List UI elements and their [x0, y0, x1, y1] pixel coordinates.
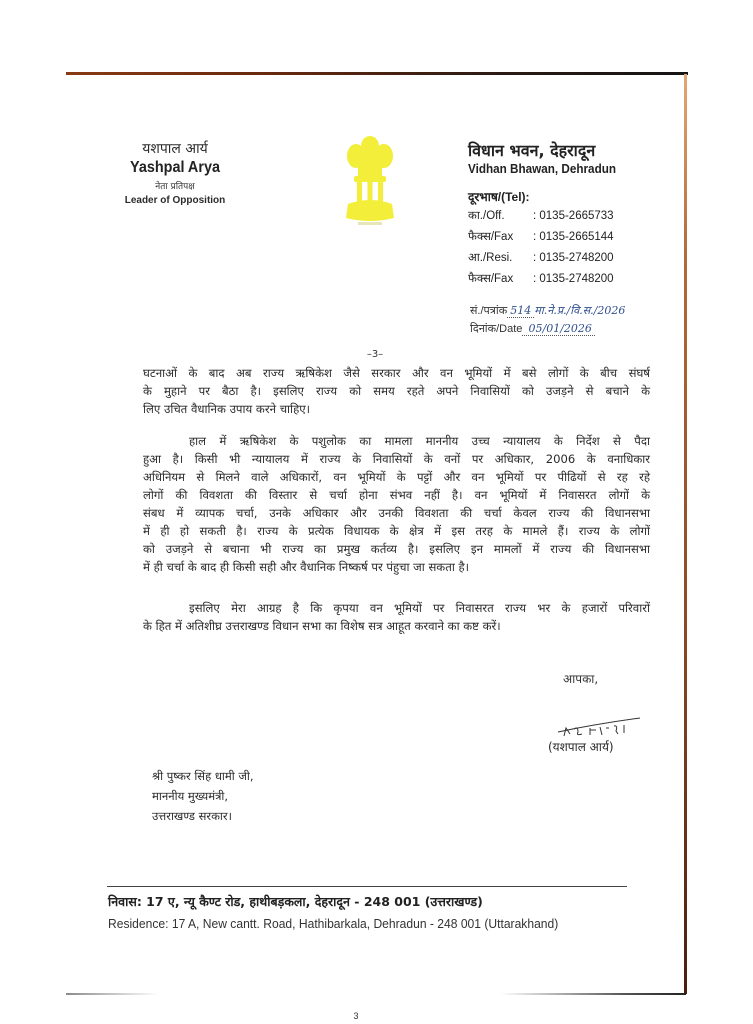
page-marker: –3– [366, 349, 384, 360]
phone-label: का./Off. [468, 210, 505, 222]
paragraph-line: को उजड़ने से बचाना भी राज्य का प्रमुख कर्तव्य है। इसलिए इन मामलों में राज्य की विधानसभा [143, 542, 650, 556]
phone-row [468, 227, 678, 247]
letterhead-sender [110, 140, 240, 208]
paragraph-line: के हित में अतिशीघ्र उत्तराखण्ड विधान सभा का विशेष सत्र आहूत करवाने का कष्ट करें। [143, 619, 501, 633]
paragraph-line: लोगों की विवशता की विस्तार से चर्चा होना संभव नहीं है। वन भूमियों में निवासरत लोगों के [143, 488, 650, 502]
body-paragraph [143, 432, 650, 576]
residence-address-english: Residence: 17 A, New cantt. Road, Hathibarkala, Dehradun - 248 001 (Uttarakhand) [108, 916, 559, 931]
ref-suffix: मा.ने.प्र./वि.स./2026 [534, 304, 626, 317]
tel-label: दूरभाष/(Tel): [468, 190, 530, 204]
body-paragraph [143, 599, 650, 635]
signature [556, 716, 642, 738]
phone-label: फैक्स/Fax [468, 231, 514, 243]
phone-value: : 0135-2665144 [533, 231, 614, 243]
date-value: 05/01/2026 [528, 322, 592, 335]
paragraph-line: घटनाओं के बाद अब राज्य ऋषिकेश जैसे सरकार और वन भूमियों में बसे लोगों के बीच संघर्ष [143, 366, 650, 380]
phone-row [468, 248, 678, 268]
paragraph-line: इसलिए मेरा आग्रह है कि कृपया वन भूमियों पर निवासरत राज्य भर के हजारों परिवारों [189, 601, 650, 615]
reference-number-line [470, 303, 625, 318]
phone-row [468, 206, 678, 226]
addressee-line: श्री पुष्कर सिंह धामी जी, [152, 769, 254, 783]
addressee-line: माननीय मुख्यमंत्री, [152, 789, 229, 803]
addressee-line: उत्तराखण्ड सरकार। [152, 809, 232, 823]
paragraph-line: संबध में व्यापक चर्चा, उनके अधिकार और उनकी विवशता की चर्चा केवल राज्य की विधानसभा [143, 506, 650, 520]
body-paragraph [143, 364, 650, 418]
signatory-name: (यशपाल आर्य) [548, 740, 614, 754]
page-right-edge [684, 74, 687, 994]
phone-label: आ./Resi. [468, 252, 513, 264]
state-emblem-icon [340, 132, 400, 230]
office-place-english: Vidhan Bhawan, Dehradun [468, 161, 617, 176]
page-top-edge [66, 72, 688, 75]
sender-title-hindi: नेता प्रतिपक्ष [155, 182, 195, 192]
paragraph-line: के मुहाने पर बैठा है। इसलिए राज्य को समय रहते अपने निवासियों को उजड़ने से बचाने के [143, 384, 650, 398]
paragraph-line: में ही हो सकती है। राज्य के प्रत्येक विधायक के क्षेत्र में इस तरह के मामले हैं। राज्य के लोगों [143, 524, 650, 538]
sender-name-english: Yashpal Arya [130, 159, 220, 176]
paragraph-line: हाल में ऋषिकेश के पशुलोक का मामला माननीय उच्च न्यायालय के निर्देश से पैदा [189, 434, 650, 448]
paragraph-line: लिए उचित वैधानिक उपाय करने चाहिए। [143, 402, 311, 416]
phone-value: : 0135-2665733 [533, 210, 614, 222]
paragraph-line: अधिनियम से मिलने वाले अधिकारों, वन भूमियों के पट्टों और वन भूमियों पर पीढियों से रह रहे [143, 470, 650, 484]
date-label: दिनांक/Date [470, 323, 523, 335]
letterhead-office [468, 141, 678, 289]
phone-label: फैक्स/Fax [468, 273, 514, 285]
sender-name-hindi: यशपाल आर्य [142, 141, 208, 157]
residence-address-hindi: निवास: 17 ए, न्यू कैण्ट रोड, हाथीबड़कला, देहरादून - 248 001 (उत्तराखण्ड) [108, 894, 483, 909]
page-bottom-edge [66, 993, 686, 995]
closing-salutation: आपका, [563, 672, 599, 686]
date-line [470, 321, 595, 336]
paragraph-line: में ही चर्चा के बाद ही किसी सही और वैधानिक निष्कर्ष पर पंहुचा जा सकता है। [143, 560, 470, 574]
ref-label: सं./पत्रांक [470, 305, 508, 317]
phone-value: : 0135-2748200 [533, 252, 614, 264]
addressee-block [152, 766, 254, 826]
ref-number: 514 [510, 304, 532, 317]
paragraph-line: हुआ है। किसी भी न्यायालय में राज्य के निवासियों के वनों पर अधिकार, 2006 के वनाधिकार [143, 452, 650, 466]
office-place-hindi: विधान भवन, देहरादून [468, 141, 596, 160]
page-number: 3 [353, 1011, 359, 1021]
sender-title-english: Leader of Opposition [124, 195, 226, 206]
footer-divider [107, 886, 627, 887]
phone-value: : 0135-2748200 [533, 273, 614, 285]
phone-row [468, 269, 678, 289]
